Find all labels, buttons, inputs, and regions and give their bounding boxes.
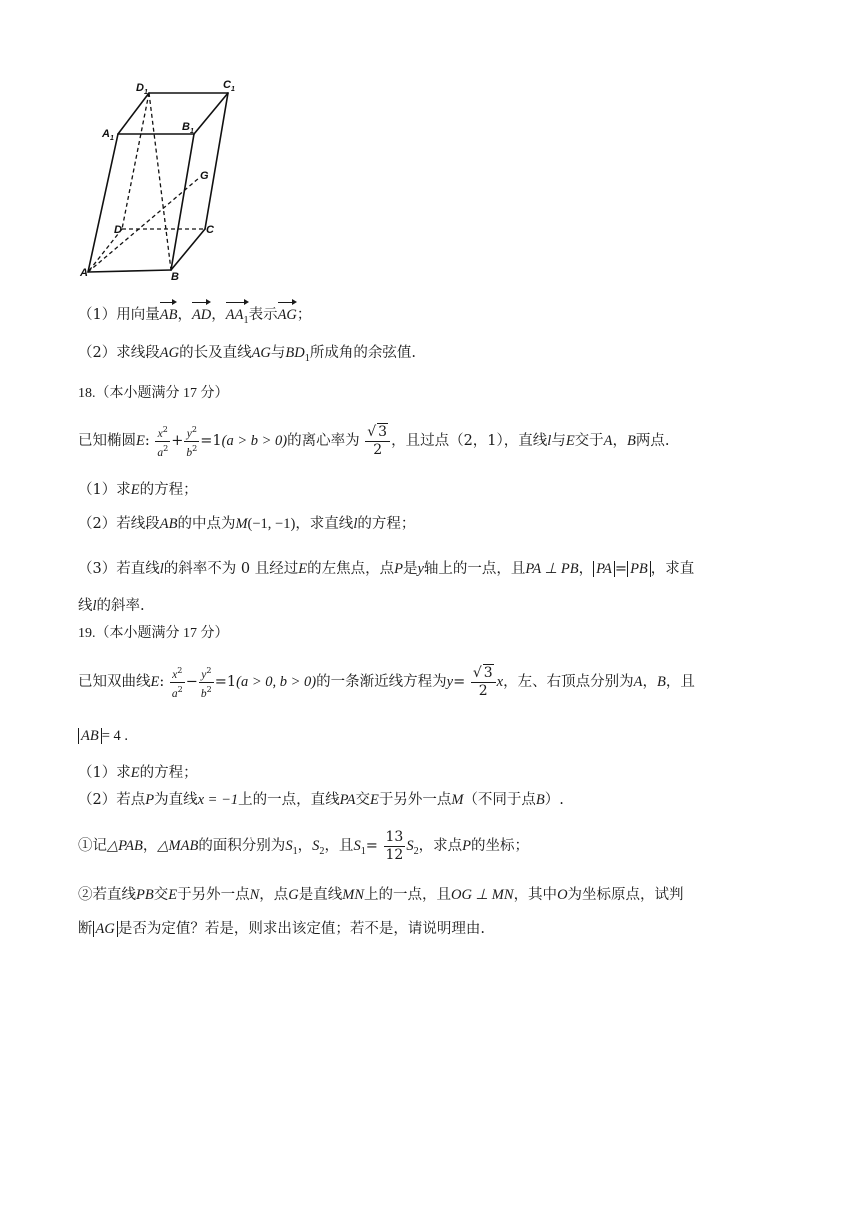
label-d1: $D_1$	[136, 82, 148, 96]
label-b1: $B_1$	[182, 121, 194, 135]
fraction-x2-a2: $\frac{x^2}{a^2}$	[171, 665, 183, 700]
p19-sub-question-2-line-1: ②若直线PB交E于另外一点N，点G是直线MN上的一点，且OG ⊥ MN，其中O为坐标原点，试判	[78, 887, 684, 903]
hidden-diagonal-d1b	[149, 93, 171, 270]
label-d: D	[114, 224, 122, 236]
p19-intro: 已知双曲线E: $\frac{x^2}{a^2}$ − $\frac{y^2}{b^2}$ =1(a > 0, b > 0)的一条渐近线方程为y= $\frac{√ 3}{2}$ x，左、右顶点分别为A，B，且	[78, 665, 695, 700]
fraction-13-over-12: $\frac{13}{12}$	[385, 828, 404, 863]
label-g: G	[200, 170, 209, 182]
edge-b1b	[171, 134, 194, 270]
p17-question-2: （2）求线段AG的长及直线AG与$BD_1$所成角的余弦值.	[78, 345, 416, 364]
p17-question-1: （1）用向量AB，AD，$AA_1$表示AG；	[78, 300, 311, 333]
label-a1: $A_1$	[102, 128, 114, 142]
hidden-edge-d1d	[122, 93, 149, 229]
p19-question-2: （2）若点P为直线x = −1上的一点，直线PA交E于另外一点M（不同于点B）.	[78, 792, 564, 808]
label-b: B	[171, 271, 179, 283]
label-c: C	[206, 224, 214, 236]
p19-sub-question-2-line-2: 断 AG 是否为定值？若是，则求出该定值；若不是，请说明理由.	[78, 921, 485, 937]
p19-question-1: （1）求E的方程；	[78, 765, 198, 781]
p18-question-2: （2）若线段AB的中点为M(−1, −1)，求直线l的方程；	[78, 516, 416, 532]
p19-sub-question-1: ①记△PAB，△MAB的面积分别为$S_1$，$S_2$，且$S_1=$ $\frac{13}{12}$ $S_2$，求点P的坐标；	[78, 828, 530, 863]
label-c1: $C_1$	[223, 79, 235, 93]
p18-intro: 已知椭圆E: $\frac{x^2}{a^2}$ + $\frac{y^2}{b^2}$ =1(a > b > 0)的离心率为 $\frac{√ 3}{2}$ ，且过点（2，1），直线l与E交于A，B两点.	[78, 424, 670, 459]
p18-heading: 18.（本小题满分 17 分）	[78, 386, 229, 401]
p19-ab-condition: AB = 4 .	[78, 724, 128, 748]
p18-question-3-line-2: 线l的斜率.	[78, 598, 145, 614]
p18-question-3-line-1: （3）若直线l的斜率不为 0 且经过E的左焦点，点P是y轴上的一点，且PA ⊥ PB， PA = PB ，求直	[78, 561, 695, 577]
fraction-sqrt3-over-2: $\frac{√ 3}{2}$	[471, 664, 496, 700]
p18-question-1: （1）求E的方程；	[78, 482, 198, 498]
fraction-x2-a2: $\frac{x^2}{a^2}$	[157, 424, 169, 459]
fraction-y2-b2: $\frac{y^2}{b^2}$	[186, 424, 198, 459]
fraction-y2-b2: $\frac{y^2}{b^2}$	[200, 665, 212, 700]
label-a: A	[80, 267, 88, 279]
edge-ab	[88, 270, 171, 272]
edge-a1a	[88, 134, 118, 272]
parallelepiped-diagram	[78, 76, 268, 284]
fraction-sqrt3-over-2: $\frac{√ 3}{2}$	[365, 423, 390, 459]
edge-c1c	[205, 93, 228, 229]
parallelepiped-figure	[78, 76, 268, 284]
p19-heading: 19.（本小题满分 17 分）	[78, 626, 229, 641]
